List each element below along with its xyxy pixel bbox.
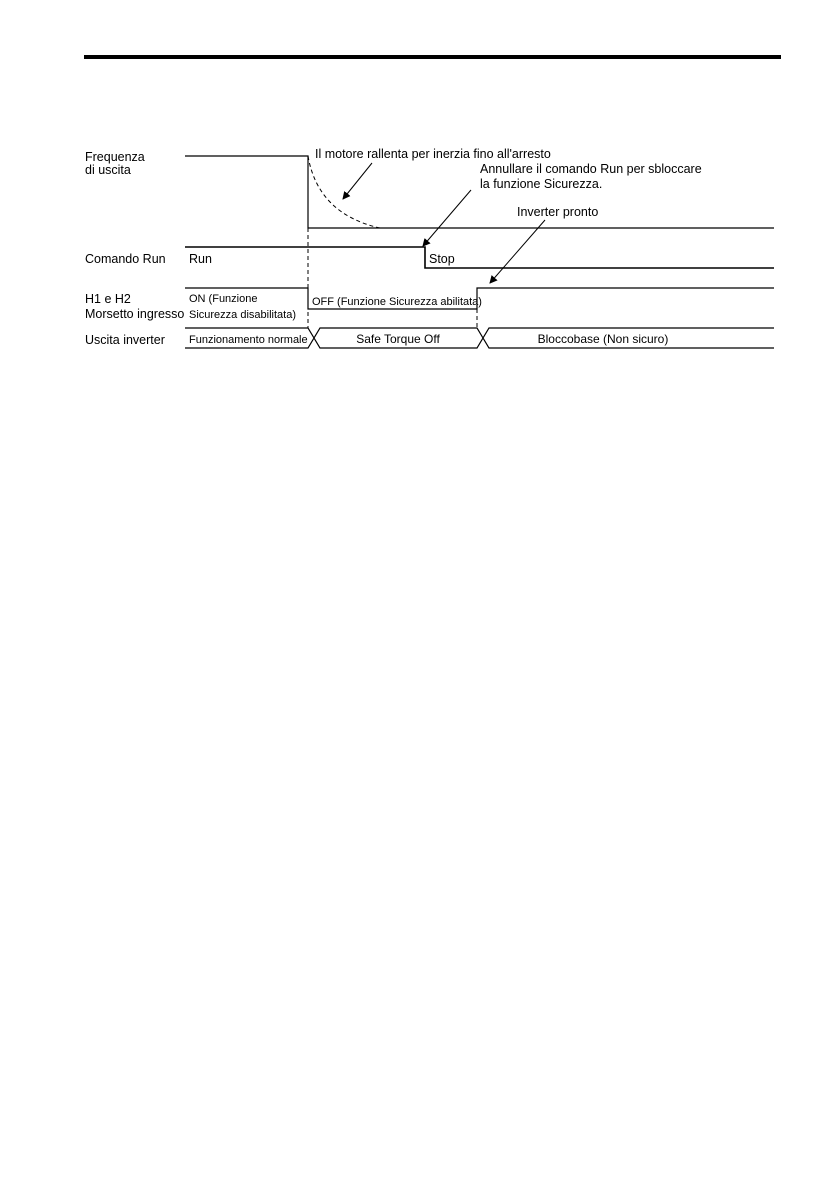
run-command-label: Comando Run xyxy=(85,252,166,266)
sto-label: Safe Torque Off xyxy=(356,332,440,346)
cancel-run-annotation-line1: Annullare il comando Run per sbloccare xyxy=(480,162,702,176)
run-state-label: Run xyxy=(189,252,212,266)
ready-arrow xyxy=(490,220,545,283)
terminals-label-line2: Morsetto ingresso xyxy=(85,307,185,321)
ready-annotation: Inverter pronto xyxy=(517,205,599,219)
terminals-label-line1: H1 e H2 xyxy=(85,292,131,306)
off-state-label: OFF (Funzione Sicurezza abilitata) xyxy=(312,296,482,308)
baseblock-label: Bloccobase (Non sicuro) xyxy=(537,332,669,346)
run-command-waveform xyxy=(185,247,774,268)
frequency-label-line2: di uscita xyxy=(85,163,131,177)
cancel-run-arrow xyxy=(423,190,471,246)
frequency-label-line1: Frequenza xyxy=(85,150,145,164)
coast-annotation: Il motore rallenta per inerzia fino all'arresto xyxy=(315,147,551,161)
on-state-line1: ON (Funzione xyxy=(189,293,258,305)
cancel-run-annotation-line2: la funzione Sicurezza. xyxy=(480,177,603,191)
normal-operation-label: Funzionamento normale xyxy=(189,334,308,346)
stop-state-label: Stop xyxy=(429,252,455,266)
on-state-line2: Sicurezza disabilitata) xyxy=(189,309,296,321)
inverter-output-label: Uscita inverter xyxy=(85,333,165,347)
coast-arrow xyxy=(343,163,372,199)
